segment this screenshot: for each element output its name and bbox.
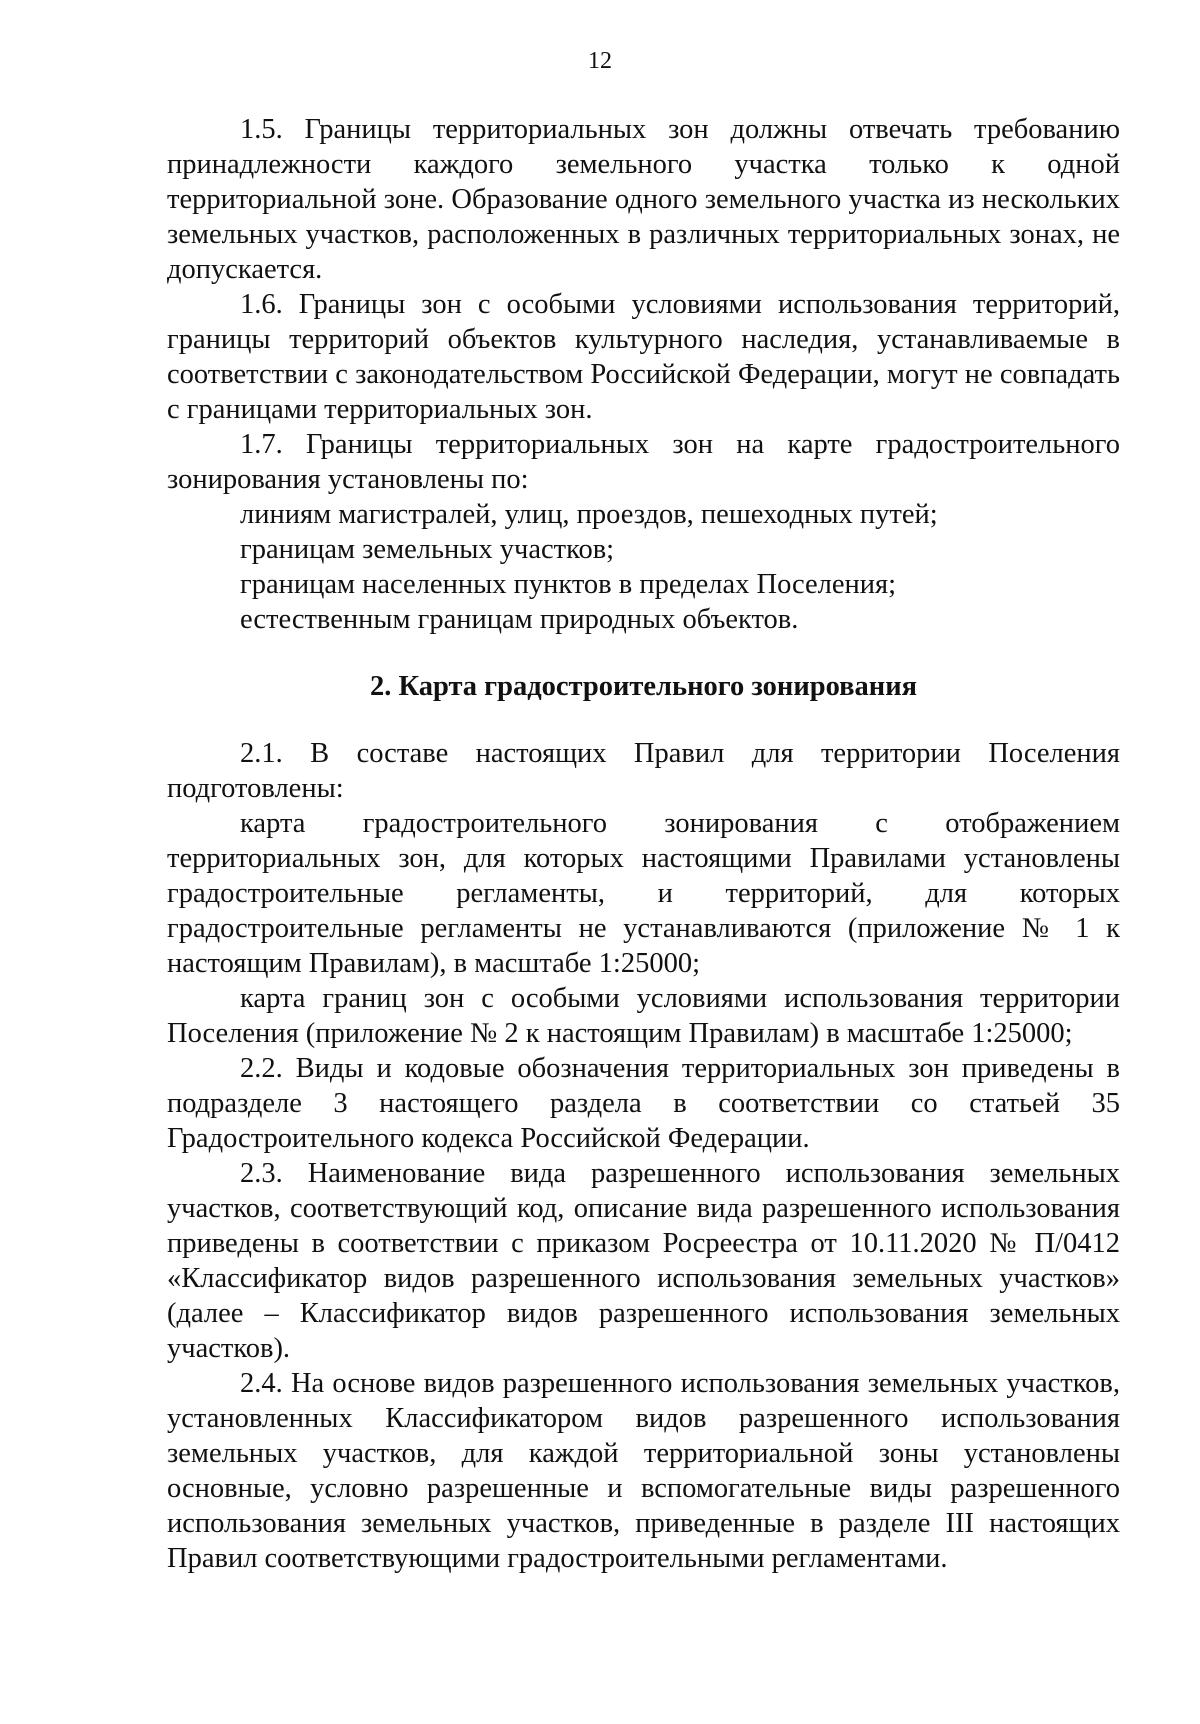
paragraph-2-1-a: карта градостроительного зонирования с отображением территориальных зон, для которых настоящими Правилами установлены градостроительные регламенты, и территорий, для которых градостроительные регламенты не устанавливаются (приложение № 1 к настоящим Правилам), в масштабе 1:25000; bbox=[167, 808, 1120, 979]
paragraph-2-4: 2.4. На основе видов разрешенного использования земельных участков, установленных Классификатором видов разрешенного использования земельных участков, для каждой территориальной зоны установлены основные, условно разрешенные и вспомогательные виды разрешенного использования земельных участков, приведенные в разделе III настоящих Правил соответствующими градостроительными регламентами. bbox=[167, 1368, 1120, 1574]
list-item: границам земельных участков; bbox=[240, 534, 615, 565]
paragraph-1-6: 1.6. Границы зон с особыми условиями использования территорий, границы территорий объектов культурного наследия, устанавливаемые в соответствии с законодательством Российской Федерации, могут не совпадать с границами территориальных зон. bbox=[167, 289, 1120, 425]
paragraph-1-5: 1.5. Границы территориальных зон должны отвечать требованию принадлежности каждого земельного участка только к одной территориальной зоне. Образование одного земельного участка из нескольких земельных участков, расположенных в различных территориальных зонах, не допускается. bbox=[167, 114, 1120, 285]
paragraph-2-1-b: карта границ зон с особыми условиями использования территории Поселения (приложение № 2 к настоящим Правилам) в масштабе 1:25000; bbox=[167, 983, 1120, 1049]
list-item: линиям магистралей, улиц, проездов, пешеходных путей; bbox=[240, 499, 938, 530]
paragraph-2-1: 2.1. В составе настоящих Правил для территории Поселения подготовлены: bbox=[167, 738, 1120, 804]
paragraph-1-7: 1.7. Границы территориальных зон на карте градостроительного зонирования установлены по: bbox=[167, 429, 1120, 495]
document-body bbox=[167, 112, 1120, 1576]
section-heading: 2. Карта градостроительного зонирования bbox=[369, 671, 918, 702]
paragraph-2-2: 2.2. Виды и кодовые обозначения территориальных зон приведены в подразделе 3 настоящего раздела в соответствии со статьей 35 Градостроительного кодекса Российской Федерации. bbox=[167, 1053, 1120, 1154]
paragraph-2-3: 2.3. Наименование вида разрешенного использования земельных участков, соответствующий код, описание вида разрешенного использования приведены в соответствии с приказом Росреестра от 10.11.2020 № П/0412 «Классификатор видов разрешенного использования земельных участков» (далее – Классификатор видов разрешенного использования земельных участков). bbox=[167, 1158, 1120, 1364]
list-item: границам населенных пунктов в пределах Поселения; bbox=[240, 569, 897, 600]
page-number: 12 bbox=[588, 48, 612, 74]
list-item: естественным границам природных объектов. bbox=[240, 604, 799, 635]
